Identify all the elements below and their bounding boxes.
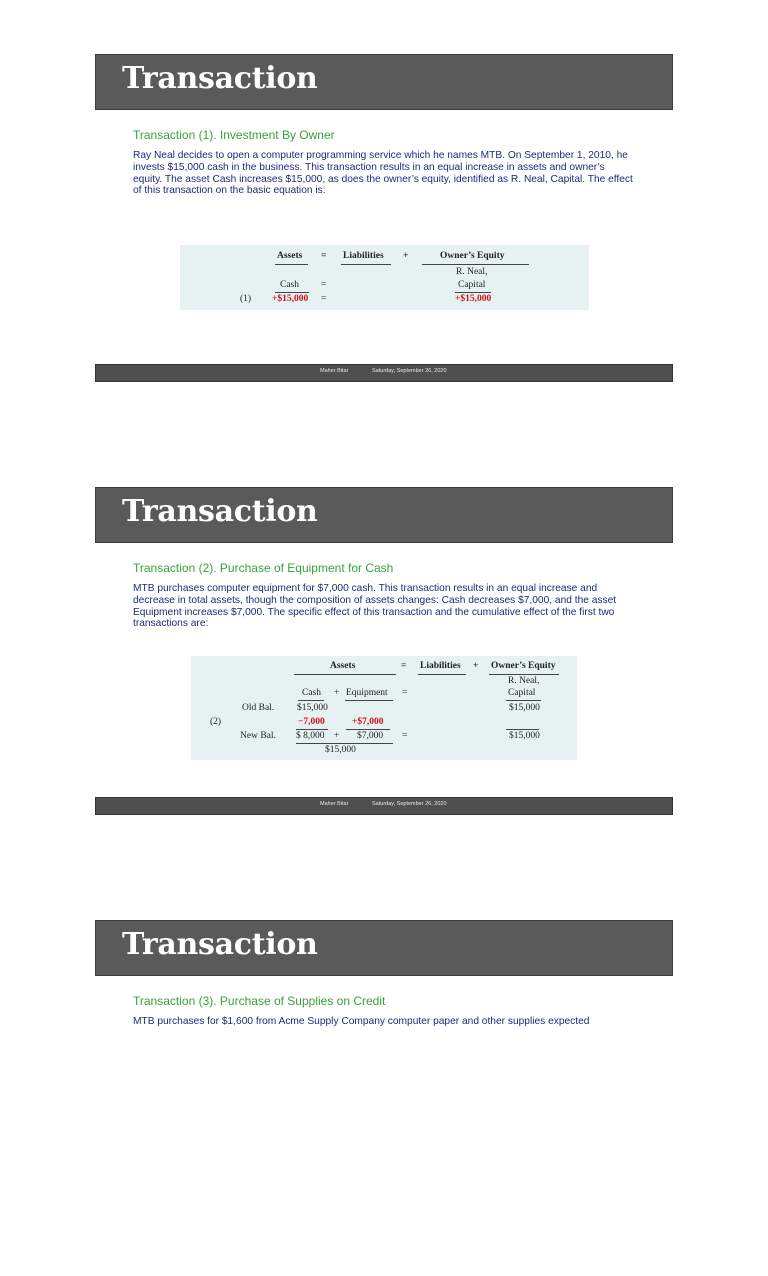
transaction-description: MTB purchases for $1,600 from Acme Supply Company computer paper and other supplies expected [133,1016,590,1027]
old-balance-label: Old Bal. [242,703,275,713]
footer-author: Maher Bitar [320,368,349,374]
row-label-2: (2) [210,717,222,727]
slide-footer [95,797,673,815]
header-equals: = [401,661,407,671]
transaction-description: MTB purchases computer equipment for $7,000 cash. This transaction results in an equal increase and decrease in total assets, though the composition of assets changes: Cash decreases $7,000, and the asset Equipment increases $7,000. The specific effect of this transaction and the cumulative effect of the first two transactions are: [133,583,617,630]
header-assets: Assets [330,661,356,671]
capital-label-line2: Capital [458,280,486,290]
header-liabilities: Liabilities [420,661,461,671]
transaction-heading: Transaction (3). Purchase of Supplies on Credit [133,994,386,1008]
header-assets: Assets [277,251,303,261]
header-plus: + [473,661,479,671]
slide-title: Transaction [122,494,318,529]
row-equals-value: = [321,294,327,304]
new-balance-plus: + [334,731,340,741]
slide-title-bar [95,54,673,110]
new-balance-cash: $ 8,000 [296,731,325,741]
footer-author: Maher Bitar [320,801,349,807]
old-balance-cash: $15,000 [297,703,328,713]
slide-2 [0,433,768,843]
column-cash: Cash [280,280,299,290]
total-assets-value: $15,000 [325,745,356,755]
transaction-heading: Transaction (2). Purchase of Equipment for Cash [133,561,394,575]
cash-decrease-value: −7,000 [298,717,325,727]
capital-increase-value: +$15,000 [455,294,492,304]
column-cash: Cash [302,688,321,698]
new-balance-label: New Bal. [240,731,276,741]
footer-date: Saturday, September 26, 2020 [372,368,447,374]
capital-label-line1: R. Neal, [508,676,540,686]
footer-date: Saturday, September 26, 2020 [372,801,447,807]
row-label-1: (1) [240,294,252,304]
column-equipment: Equipment [346,688,388,698]
new-balance-capital: $15,000 [509,731,540,741]
new-balance-equals: = [402,731,408,741]
slide-title-bar [95,487,673,543]
slide-title: Transaction [122,61,318,96]
slide-3 [0,866,768,1276]
cash-increase-value: +$15,000 [272,294,309,304]
equipment-increase-value: +$7,000 [352,717,384,727]
header-liabilities: Liabilities [343,251,384,261]
transaction-description: Ray Neal decides to open a computer programming service which he names MTB. On September 1, 2010, he invests $15,000 cash in the business. This transaction results in an equal increase in assets and owner’s equity. The asset Cash increases $15,000, as does the owner’s equity, identified as R. Neal, Capital. The effect of this transaction on the basic equation is: [133,150,633,197]
header-equals: = [321,251,327,261]
slide-1 [0,0,768,410]
slide-title: Transaction [122,927,318,962]
new-balance-equipment: $7,000 [357,731,384,741]
capital-label-line2: Capital [508,688,536,698]
column-plus: + [334,688,340,698]
accounting-equation-box [191,656,577,760]
row-equals: = [402,688,408,698]
transaction-heading: Transaction (1). Investment By Owner [133,128,335,142]
old-balance-capital: $15,000 [509,703,540,713]
header-owners-equity: Owner’s Equity [440,251,505,261]
row-equals: = [321,280,327,290]
accounting-equation-box [180,245,589,310]
header-owners-equity: Owner’s Equity [491,661,556,671]
slide-title-bar [95,920,673,976]
header-plus: + [403,251,409,261]
capital-label-line1: R. Neal, [456,267,488,277]
slide-footer [95,364,673,382]
